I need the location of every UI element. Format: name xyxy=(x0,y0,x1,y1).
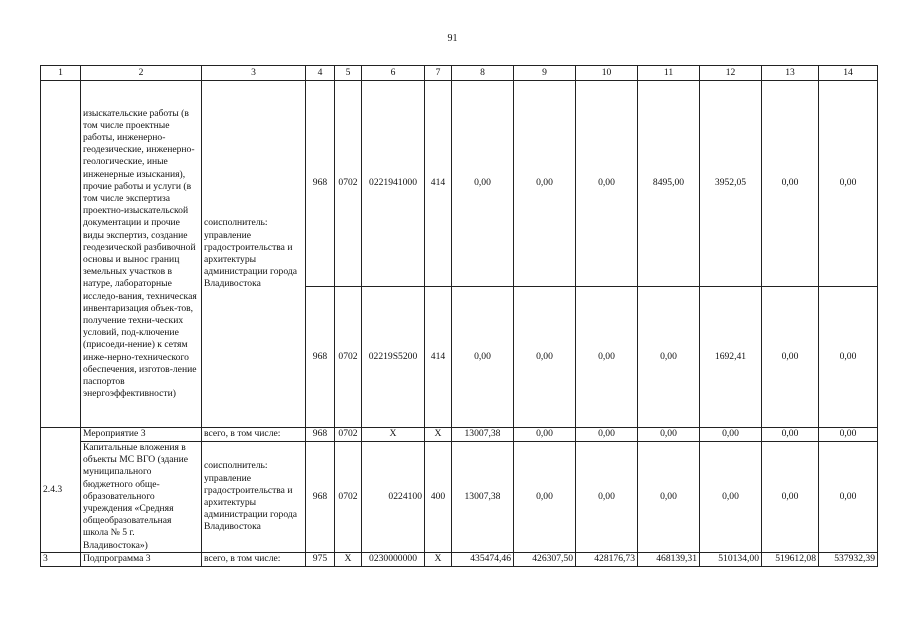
table-cell: 968 xyxy=(306,428,335,442)
table-cell: 975 xyxy=(306,552,335,566)
row-number xyxy=(41,81,81,428)
table-cell: 0,00 xyxy=(700,428,762,442)
table-cell: 0,00 xyxy=(700,442,762,553)
table-cell: 0702 xyxy=(335,81,362,287)
table-cell: 1692,41 xyxy=(700,287,762,428)
table-cell: 0,00 xyxy=(638,428,700,442)
table-cell: 8495,00 xyxy=(638,81,700,287)
table-cell: 0,00 xyxy=(576,81,638,287)
column-header: 3 xyxy=(202,66,306,81)
table-cell: 435474,46 xyxy=(452,552,514,566)
column-header: 11 xyxy=(638,66,700,81)
executor-cell: всего, в том числе: xyxy=(202,552,306,566)
table-cell: 0,00 xyxy=(819,428,878,442)
page-number: 91 xyxy=(447,33,458,44)
table-cell: 13007,38 xyxy=(452,428,514,442)
activity-description: изыскательские работы (в том числе проектные работы, инженерно-геодезические, инженерно-геологические, иные инженерные изыскания), прочие работы и услуги (в том числе экспертиза проектно-изыскательской документации и прочие виды экспертиз, создание геодезической разбивочной основы и вынос границ земельных участков в натуре, лабораторные исследо-вания, техническая инвентаризация объек-тов, получение техни-ческих условий, под-ключение (присоеди-нение) к сетям инже-нерно-технического обеспечения, изготов-ление паспортов энергоэффективности) xyxy=(81,81,202,428)
table-cell: 0,00 xyxy=(576,442,638,553)
table-cell: 426307,50 xyxy=(514,552,576,566)
table-row xyxy=(41,442,878,553)
column-header: 6 xyxy=(362,66,425,81)
table-cell: 0,00 xyxy=(819,442,878,553)
table-cell: 510134,00 xyxy=(700,552,762,566)
activity-name: Подпрограмма 3 xyxy=(81,552,202,566)
table-cell: X xyxy=(425,552,452,566)
column-header: 5 xyxy=(335,66,362,81)
header-row xyxy=(41,66,878,81)
table-cell: 0,00 xyxy=(819,81,878,287)
table-cell: 968 xyxy=(306,81,335,287)
table-cell: 537932,39 xyxy=(819,552,878,566)
table-cell: 400 xyxy=(425,442,452,553)
table-cell: 519612,08 xyxy=(762,552,819,566)
table-cell: 968 xyxy=(306,287,335,428)
table-cell: 0230000000 xyxy=(362,552,425,566)
table-cell: 0,00 xyxy=(514,81,576,287)
table-cell: X xyxy=(335,552,362,566)
table-cell: 3952,05 xyxy=(700,81,762,287)
column-header: 12 xyxy=(700,66,762,81)
table-cell: 0,00 xyxy=(576,428,638,442)
table-cell: X xyxy=(362,428,425,442)
table-cell: 0,00 xyxy=(452,287,514,428)
activity-description: Капитальные вложения в объекты МС ВГО (здание муниципального бюджетного обще-образовательного учреждения «Средняя общеобразовательная школа № 5 г. Владивостока») xyxy=(81,442,202,553)
table-cell: 0,00 xyxy=(638,442,700,553)
table-cell: 428176,73 xyxy=(576,552,638,566)
table-cell: 0,00 xyxy=(762,442,819,553)
table-cell: 02219S5200 xyxy=(362,287,425,428)
table-cell: 968 xyxy=(306,442,335,553)
table-cell: 0702 xyxy=(335,428,362,442)
table-cell: 0702 xyxy=(335,287,362,428)
column-header: 14 xyxy=(819,66,878,81)
table-cell: 414 xyxy=(425,81,452,287)
column-header: 8 xyxy=(452,66,514,81)
column-header: 9 xyxy=(514,66,576,81)
table-cell: 0702 xyxy=(335,442,362,553)
table-cell: 0,00 xyxy=(762,287,819,428)
executor-cell: соисполнитель: управление градостроительства и архитектуры администрации города Владивостока xyxy=(202,442,306,553)
row-number: 3 xyxy=(41,552,81,566)
table-cell: 0,00 xyxy=(638,287,700,428)
table-cell: 468139,31 xyxy=(638,552,700,566)
column-header: 4 xyxy=(306,66,335,81)
table-cell: 0,00 xyxy=(514,442,576,553)
table-cell: 0,00 xyxy=(452,81,514,287)
table-cell: X xyxy=(425,428,452,442)
table-cell: 0,00 xyxy=(514,428,576,442)
table-cell: 414 xyxy=(425,287,452,428)
executor-cell: соисполнитель: управление градостроительства и архитектуры администрации города Владивостока xyxy=(202,81,306,428)
column-header: 2 xyxy=(81,66,202,81)
column-header: 10 xyxy=(576,66,638,81)
table-row xyxy=(41,428,878,442)
table-cell: 13007,38 xyxy=(452,442,514,553)
table-row xyxy=(41,552,878,566)
table-cell: 0,00 xyxy=(819,287,878,428)
table-cell: 0221941000 xyxy=(362,81,425,287)
activity-name: Мероприятие 3 xyxy=(81,428,202,442)
column-header: 1 xyxy=(41,66,81,81)
table-cell: 0224100 xyxy=(362,442,425,553)
column-header: 7 xyxy=(425,66,452,81)
table-cell: 0,00 xyxy=(576,287,638,428)
table-cell: 0,00 xyxy=(762,428,819,442)
table-cell: 0,00 xyxy=(762,81,819,287)
row-number: 2.4.3 xyxy=(41,428,81,553)
table-cell: 0,00 xyxy=(514,287,576,428)
executor-cell: всего, в том числе: xyxy=(202,428,306,442)
column-header: 13 xyxy=(762,66,819,81)
table-row xyxy=(41,81,878,287)
budget-table xyxy=(40,65,878,567)
